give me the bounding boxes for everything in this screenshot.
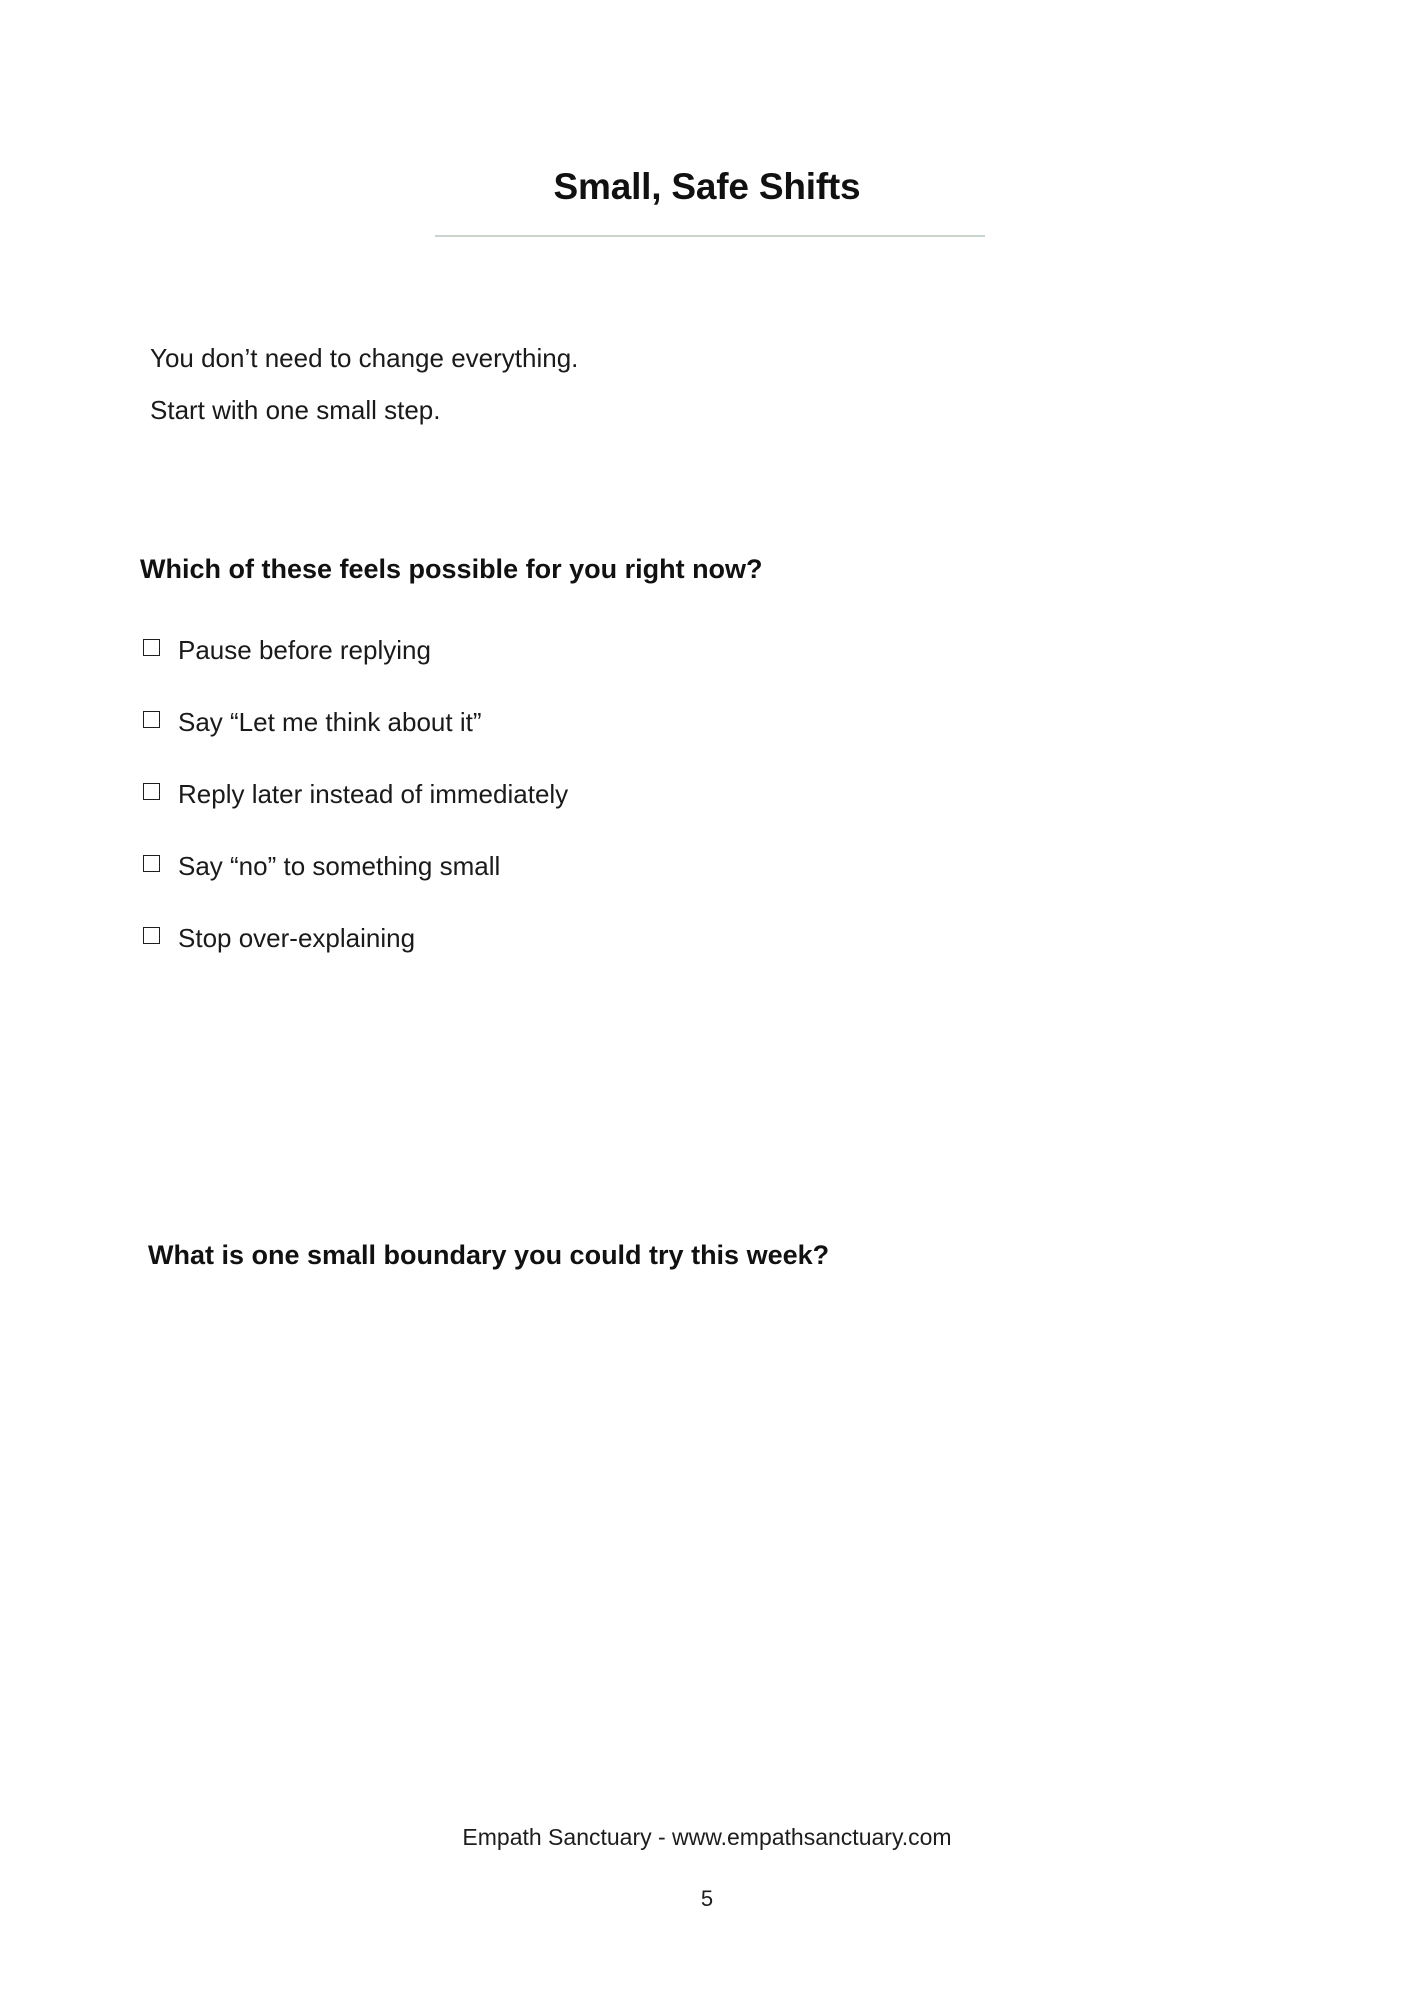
intro-line-2: Start with one small step. — [150, 395, 441, 425]
empty-checkbox-icon[interactable] — [143, 711, 160, 728]
empty-checkbox-icon[interactable] — [143, 639, 160, 656]
list-item-label: Stop over-explaining — [178, 923, 416, 953]
footer-credit: Empath Sanctuary - www.empathsanctuary.com — [462, 1824, 952, 1850]
empty-checkbox-icon[interactable] — [143, 855, 160, 872]
list-item-label: Say “no” to something small — [178, 851, 501, 881]
page-number: 5 — [700, 1886, 714, 1911]
title-divider — [435, 235, 985, 237]
list-item[interactable] — [143, 614, 1243, 686]
empty-checkbox-icon[interactable] — [143, 783, 160, 800]
checklist — [143, 614, 1243, 974]
intro-paragraph — [150, 332, 1250, 436]
list-item-label: Pause before replying — [178, 635, 431, 665]
empty-checkbox-icon[interactable] — [143, 927, 160, 944]
question-heading-small-boundary: What is one small boundary you could try this week? — [148, 1240, 830, 1271]
intro-line-1: You don’t need to change everything. — [150, 343, 579, 373]
list-item[interactable] — [143, 686, 1243, 758]
list-item[interactable] — [143, 830, 1243, 902]
list-item[interactable] — [143, 902, 1243, 974]
list-item-label: Reply later instead of immediately — [178, 779, 569, 809]
list-item-label: Say “Let me think about it” — [178, 707, 482, 737]
page-title: Small, Safe Shifts — [553, 165, 861, 207]
question-heading-possible-now: Which of these feels possible for you right now? — [140, 554, 763, 585]
list-item[interactable] — [143, 758, 1243, 830]
